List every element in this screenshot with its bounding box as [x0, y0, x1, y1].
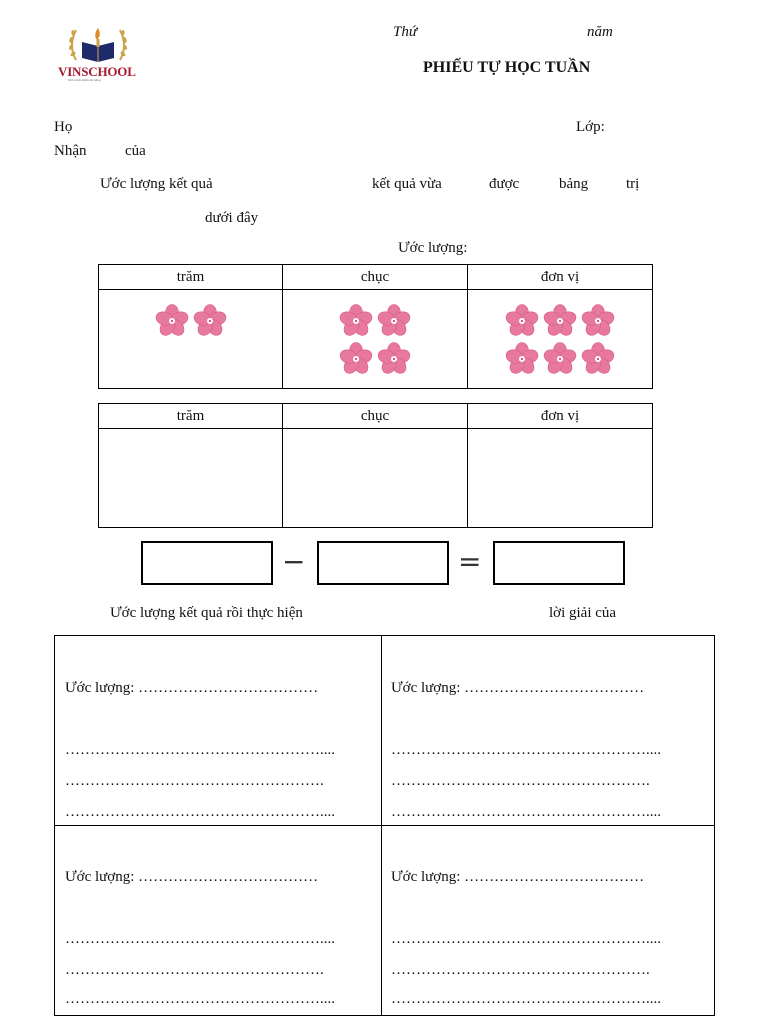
name-label: Họ — [54, 119, 73, 135]
class-label: Lớp: — [576, 119, 605, 135]
year-label: năm — [587, 24, 613, 40]
answer-line: …………………………………………….... — [65, 804, 335, 820]
flower-icon — [581, 342, 615, 376]
page-title: PHIẾU TỰ HỌC TUẦN — [423, 59, 591, 76]
task1-text-e: trị — [626, 176, 640, 192]
answer-line: ……………………………………………. — [391, 962, 650, 978]
flower-icon — [543, 342, 577, 376]
task1-text-d: bảng — [559, 176, 589, 192]
answer-line: ……………………………………………. — [65, 962, 324, 978]
header-ones: đơn vị — [468, 265, 653, 290]
table-header-row — [99, 265, 653, 290]
cell-tens-flowers — [283, 290, 468, 389]
table-row-pictures — [99, 290, 653, 389]
answer-line: ……………………………………………. — [391, 773, 650, 789]
answer-line: ……………………………………………. — [65, 773, 324, 789]
cell-hundreds-flowers — [99, 290, 283, 389]
answer-line: …………………………………………….... — [65, 991, 335, 1007]
header-hundreds: trăm — [99, 265, 283, 290]
equation-box-1[interactable] — [141, 541, 273, 585]
header-hundreds: trăm — [99, 404, 283, 429]
answer-cell-tens[interactable] — [283, 429, 468, 528]
minus-sign: − — [282, 545, 306, 578]
estimate-line: Ước lượng: ……………………………… — [391, 869, 645, 885]
flower-icon — [543, 304, 577, 338]
header-ones: đơn vị — [468, 404, 653, 429]
answer-line: …………………………………………….... — [391, 804, 661, 820]
exercise-grid — [54, 635, 715, 1016]
equation-box-2[interactable] — [317, 541, 449, 585]
flower-icon — [193, 304, 227, 338]
answer-cell-hundreds[interactable] — [99, 429, 283, 528]
header-tens: chục — [283, 265, 468, 290]
answer-cell-ones[interactable] — [468, 429, 653, 528]
estimate-line: Ước lượng: ……………………………… — [391, 680, 645, 696]
flower-group-hundreds — [155, 304, 227, 338]
estimate-line: Ước lượng: ……………………………… — [65, 680, 319, 696]
task1-text-line2: dưới đây — [205, 210, 259, 226]
cell-ones-flowers — [468, 290, 653, 389]
comment-label-2: của — [125, 143, 146, 159]
answer-line: …………………………………………….... — [391, 742, 661, 758]
header-tens: chục — [283, 404, 468, 429]
place-value-table-pictures — [98, 264, 653, 389]
task2-text-b: lời giải của — [549, 605, 617, 621]
answer-line: …………………………………………….... — [391, 931, 661, 947]
task1-text-b: kết quả vừa — [372, 176, 442, 192]
task1-text-a: Ước lượng kết quả — [100, 176, 213, 192]
comment-label: Nhận — [54, 143, 87, 159]
flower-icon — [505, 304, 539, 338]
answer-line: …………………………………………….... — [65, 931, 335, 947]
flower-icon — [377, 342, 411, 376]
flower-icon — [339, 342, 373, 376]
estimate-line: Ước lượng: ……………………………… — [65, 869, 319, 885]
logo-wordmark: VINSCHOOL — [58, 64, 136, 79]
table-header-row — [99, 404, 653, 429]
flower-icon — [377, 304, 411, 338]
flower-group-tens — [339, 304, 411, 376]
equation-box-result[interactable] — [493, 541, 625, 585]
logo-tagline: Nơi ươm mầm tài năng — [68, 78, 101, 82]
flower-icon — [581, 304, 615, 338]
flower-icon — [339, 304, 373, 338]
equals-sign: = — [458, 545, 482, 578]
flower-icon — [155, 304, 189, 338]
answer-line: …………………………………………….... — [391, 991, 661, 1007]
table-row-empty — [99, 429, 653, 528]
answer-line: …………………………………………….... — [65, 742, 335, 758]
place-value-table-empty — [98, 403, 653, 528]
day-label: Thứ — [393, 24, 418, 40]
flower-group-ones — [505, 304, 615, 376]
task2-text-a: Ước lượng kết quả rồi thực hiện — [110, 605, 303, 621]
grid-divider-horizontal — [55, 825, 714, 826]
task1-text-c: được — [489, 176, 520, 192]
flower-icon — [505, 342, 539, 376]
estimate-caption: Ước lượng: — [398, 240, 468, 256]
